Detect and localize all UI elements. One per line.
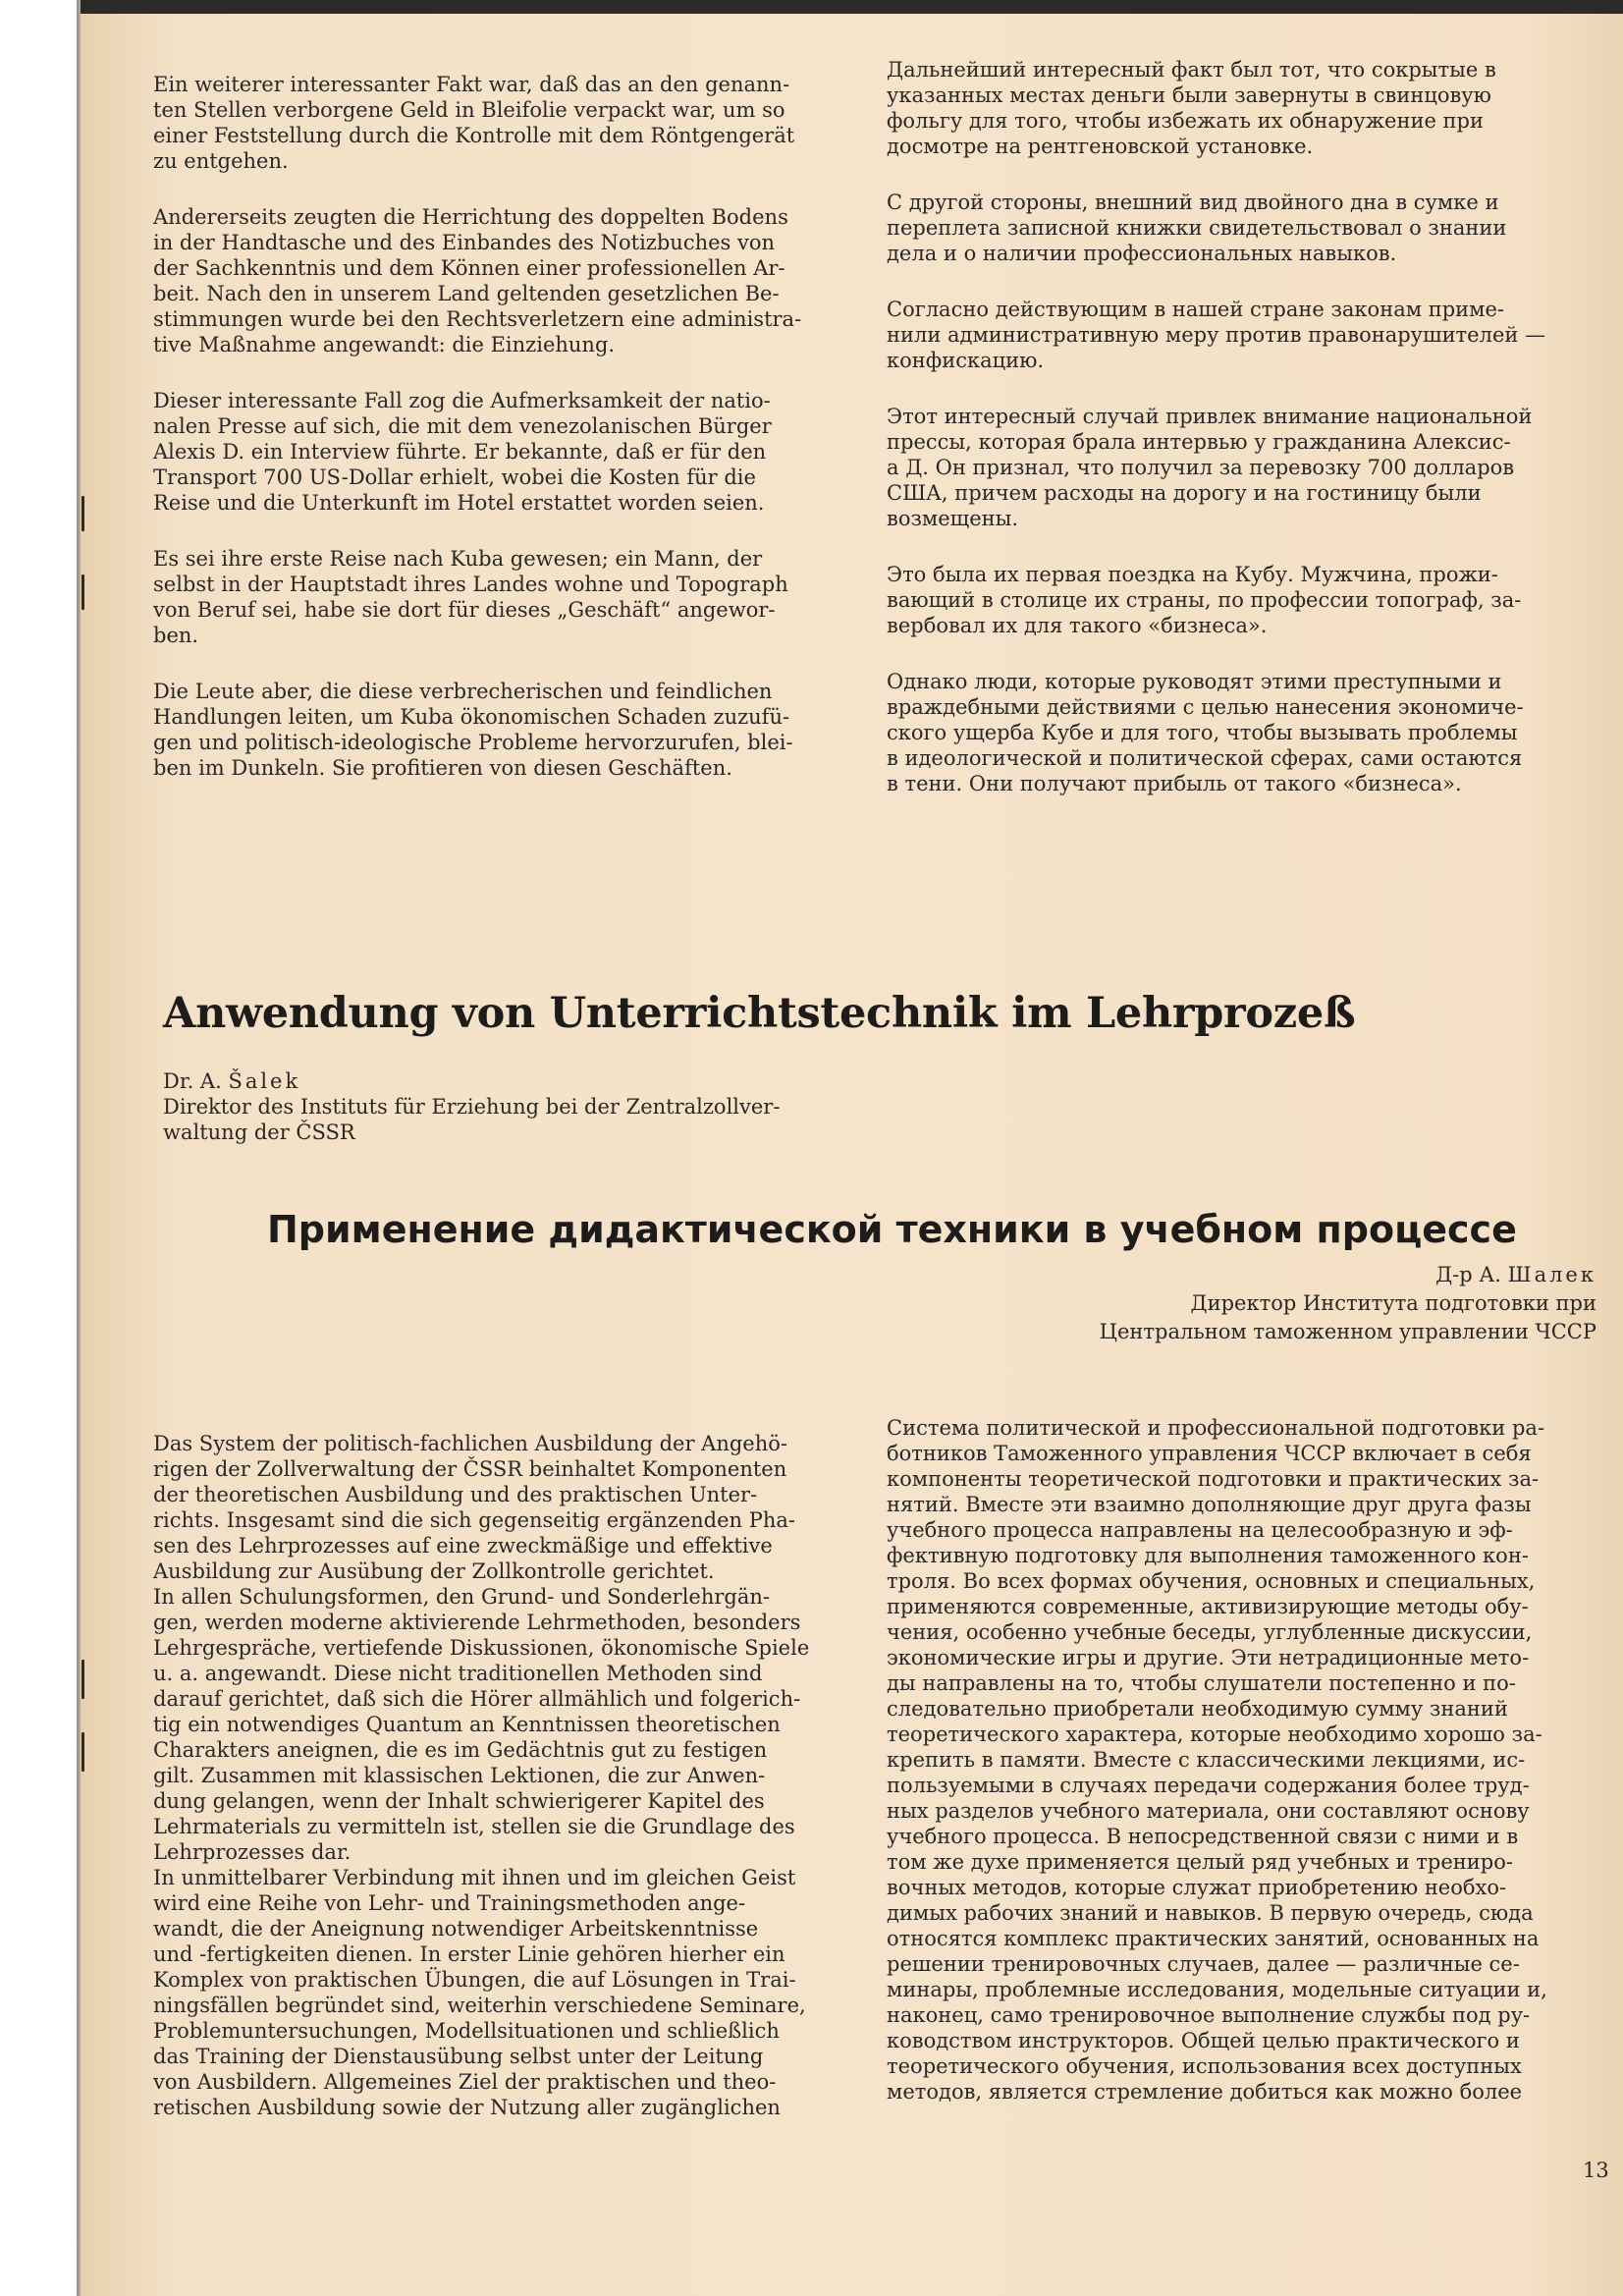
german-article-body (153, 1431, 848, 2120)
german-author-name: Šalek (228, 1069, 301, 1093)
russian-paragraph: Этот интересный случай привлек внимание национальной прессы, которая брала интервью у гражданина Алексис- а Д. Он признал, что получил за перевозку 700 долларов США, причем расходы на дорогу и на гостиницу были возмещены. (887, 405, 1533, 530)
german-paragraph: Es sei ihre erste Reise nach Kuba gewesen; ein Mann, der selbst in der Hauptstadt ihres Landes wohne und Topograph von Beruf sei, habe sie dort für dieses „Geschäft“ angewor- ben. (153, 547, 788, 647)
german-body-paragraph: Das System der politisch-fachlichen Ausbildung der Angehö- rigen der Zollverwaltung der ČSSR beinhaltet Komponenten der theoretischen Ausbildung und des praktischen Unter- richts. Insgesamt sind die sich gegenseitig ergänzenden Pha- sen des Lehrprozesses auf eine zweckmäßige und effektive Ausbildung zur Ausübung der Zollkontrolle gerichtet. (153, 1432, 796, 1583)
german-author-role: Direktor des Instituts für Erziehung bei der Zentralzollver- (163, 1095, 781, 1119)
binding-mark (81, 496, 84, 531)
german-body-paragraph: In unmittelbarer Verbindung mit ihnen und im gleichen Geist wird eine Reihe von Lehr- und Trainingsmethoden ange- wandt, die der Aneignung notwendiger Arbeitskenntnisse und -fertigkeiten dienen. In erster Linie gehören hierher ein Komplex von praktischen Übungen, die auf Lösungen in Trai- ningsfällen begründet sind, weiterhin verschiedene Seminare, Problemuntersuchungen, Modellsituationen und schließlich das Training der Dienstausübung selbst unter der Leitung von Ausbildern. Allgemeines Ziel der praktischen und theo- retischen Ausbildung sowie der Nutzung aller zugänglichen (153, 1866, 806, 2119)
german-byline (163, 1068, 780, 1145)
russian-author-role: Центральном таможенном управлении ЧССР (1099, 1320, 1596, 1343)
binding-mark (81, 1732, 84, 1772)
russian-paragraph: С другой стороны, внешний вид двойного дна в сумке и переплета записной книжки свидетельствовал о знании дела и о наличии профессиональных навыков. (887, 191, 1507, 265)
russian-article-body (887, 1415, 1584, 2105)
german-column-top (153, 72, 848, 811)
russian-author-prefix: Д-р А. (1435, 1263, 1508, 1286)
binding-mark (81, 574, 84, 610)
russian-author (909, 1261, 1596, 1289)
russian-byline (909, 1261, 1596, 1346)
page-number: 13 (1583, 2159, 1609, 2182)
german-paragraph: Die Leute aber, die diese verbrecherischen und feindlichen Handlungen leiten, um Kuba ökonomischen Schaden zuzufü- gen und politisch-ideologische Probleme hervorzurufen, blei- ben im Dunkeln. Sie profitieren von diesen Geschäften. (153, 680, 793, 780)
german-author-role: waltung der ČSSR (163, 1121, 355, 1144)
russian-paragraph: Однако люди, которые руководят этими преступными и враждебными действиями с целью нанесения экономиче- ского ущерба Кубе и для того, чтобы вызывать проблемы в идеологической и политической сферах, сами остаются в тени. Они получают прибыль от такого «бизнеса». (887, 670, 1524, 795)
german-author (163, 1068, 780, 1094)
german-paragraph: Dieser interessante Fall zog die Aufmerksamkeit der natio- nalen Presse auf sich, die mit dem venezolanischen Bürger Alexis D. ein Interview führte. Er bekannte, daß er für den Transport 700 US-Dollar erhielt, wobei die Kosten für die Reise und die Unterkunft im Hotel erstattet worden seien. (153, 389, 772, 515)
russian-column-top (887, 57, 1584, 827)
russian-author-name: Шалек (1507, 1263, 1596, 1286)
russian-paragraph: Это была их первая поездка на Кубу. Мужчина, прожи- вающий в столице их страны, по профессии топограф, за- вербовал их для такого «бизнеса». (887, 563, 1522, 637)
russian-article-title: Применение дидактической техники в учебном процессе (267, 1208, 1517, 1251)
german-paragraph: Andererseits zeugten die Herrichtung des doppelten Bodens in der Handtasche und des Einbandes des Notizbuches von der Sachkenntnis und dem Können einer professionellen Ar- beit. Nach den in unserem Land geltenden gesetzlichen Be- stimmungen wurde bei den Rechtsverletzern eine administra- tive Maßnahme angewandt: die Einziehung. (153, 205, 802, 356)
german-author-prefix: Dr. A. (163, 1069, 229, 1093)
russian-body-paragraph: Система политической и профессиональной подготовки ра- ботников Таможенного управления ЧССР включает в себя компоненты теоретической подготовки и практических за- нятий. Вместе эти взаимно дополняющие друг друга фазы учебного процесса направлены на целесообразную и эф- фективную подготовку для выполнения таможенного кон- троля. Во всех формах обучения, основных и специальных, применяются современные, активизирующие методы обу- чения, особенно учебные беседы, углубленные дискуссии, экономические игры и другие. Эти нетрадиционные мето- ды направлены на то, чтобы слушатели постепенно и по- следовательно приобретали необходимую сумму знаний теоретического характера, которые необходимо хорошо за- крепить в памяти. Вместе с классическими лекциями, ис- пользуемыми в случаях передачи содержания более труд- ных разделов учебного материала, они составляют основу учебного процесса. В непосредственной связи с ними и в том же духе применяется целый ряд учебных и трениро- вочных методов, которые служат приобретению необхо- димых рабочих знаний и навыков. В первую очередь, сюда относятся комплекс практических занятий, основанных на решении тренировочных случаев, далее — различные се- минары, проблемные исследования, модельные ситуации и, наконец, само тренировочное выполнение службы под ру- ководством инструкторов. Общей целью практического и теоретического обучения, использования всех доступных методов, является стремление добиться как можно более (887, 1416, 1547, 2104)
binding-mark (81, 1660, 84, 1699)
german-body-paragraph: In allen Schulungsformen, den Grund- und Sonderlehrgän- gen, werden moderne aktivierende Lehrmethoden, besonders Lehrgespräche, vertiefende Diskussionen, ökonomische Spiele u. a. angewandt. Diese nicht traditionellen Methoden sind darauf gerichtet, daß sich die Hörer allmählich und folgerich- tig ein notwendiges Quantum an Kenntnissen theoretischen Charakters aneignen, die es im Gedächtnis gut zu festigen gilt. Zusammen mit klassischen Lektionen, die zur Anwen- dung gelangen, wenn der Inhalt schwierigerer Kapitel des Lehrmaterials zu vermitteln ist, stellen sie die Grundlage des Lehrprozesses dar. (153, 1585, 810, 1864)
german-paragraph: Ein weiterer interessanter Fakt war, daß das an den genann- ten Stellen verborgene Geld in Bleifolie verpackt war, um so einer Feststellung durch die Kontrolle mit dem Röntgengerät zu entgehen. (153, 73, 795, 173)
russian-paragraph: Согласно действующим в нашей стране законам приме- нили административную меру против правонарушителей — конфискацию. (887, 298, 1546, 372)
german-article-title: Anwendung von Unterrichtstechnik im Lehrprozeß (163, 989, 1356, 1038)
russian-author-role: Директор Института подготовки при (1190, 1291, 1596, 1315)
russian-paragraph: Дальнейший интересный факт был тот, что сокрытые в указанных местах деньги были завернуты в свинцовую фольгу для того, чтобы избежать их обнаружение при досмотре на рентгеновской установке. (887, 58, 1496, 158)
